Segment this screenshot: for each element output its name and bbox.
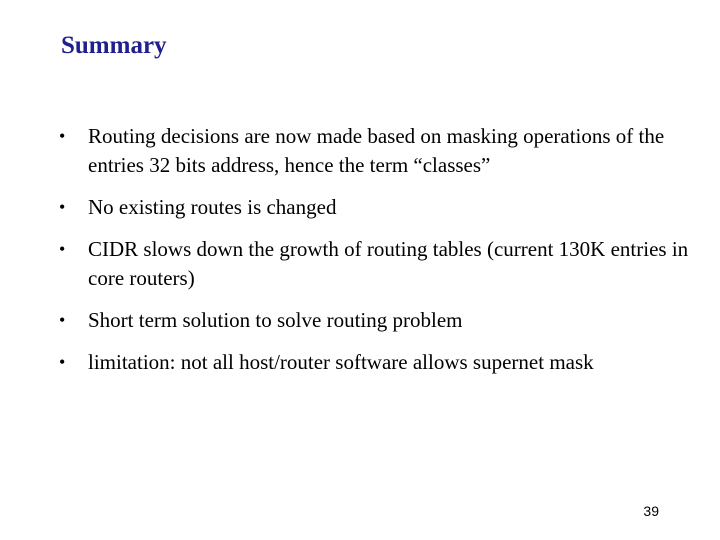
bullet-text: CIDR slows down the growth of routing tables (current 130K entries in core routers)	[88, 237, 689, 290]
bullet-item	[59, 193, 699, 222]
page-number: 39	[643, 503, 659, 519]
bullet-marker: •	[59, 310, 66, 330]
bullet-item	[59, 348, 699, 377]
bullet-item	[59, 235, 699, 293]
bullet-list	[59, 122, 699, 390]
bullet-text: limitation: not all host/router software allows supernet mask	[88, 350, 594, 374]
bullet-text: Routing decisions are now made based on masking operations of the entries 32 bits address, hence the term “classes”	[88, 124, 665, 177]
bullet-item	[59, 306, 699, 335]
slide-title: Summary	[61, 32, 167, 59]
bullet-marker: •	[59, 197, 66, 217]
bullet-text: Short term solution to solve routing problem	[88, 308, 463, 332]
bullet-marker: •	[59, 126, 66, 146]
bullet-marker: •	[59, 239, 66, 259]
bullet-marker: •	[59, 352, 66, 372]
bullet-item	[59, 122, 699, 180]
bullet-text: No existing routes is changed	[88, 195, 337, 219]
